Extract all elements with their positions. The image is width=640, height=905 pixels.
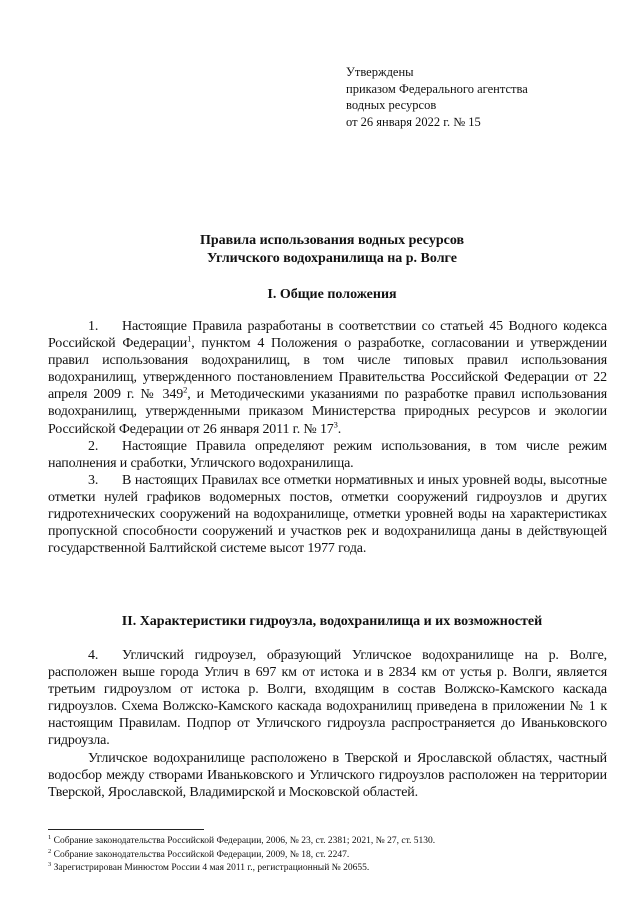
footnote bbox=[48, 862, 608, 876]
footnote-mark: 2 bbox=[48, 847, 52, 855]
paragraph: Угличское водохранилище расположено в Тверской и Ярославской областях, частный водосбор между створами Иваньковского и Угличского гидроузлов расположен на территории Тверской, Ярославской, Владимирской и Московской областей. bbox=[48, 750, 607, 800]
paragraph-text: В настоящих Правилах все отметки нормативных и иных уровней воды, высотные отметки нулей графиков водомерных постов, отметки сооружений гидроузлов и других гидротехнических сооружений на водохранилище, отметки уровней воды на характеристиках пропускной способности сооружений и участков рек и водохранилища даны в действующей государственной Балтийской системе высот 1977 года. bbox=[48, 472, 607, 557]
approval-line: Утверждены bbox=[346, 65, 414, 79]
paragraph-text: , пунктом 4 Положения о разработке, согласовании и утверждении правил использования водохранилищ, в том числе типовых правил использования водохранилищ, утвержденного постановлением Правительства Российской Федерации от 22 апреля 2009 г. № 349 bbox=[48, 336, 607, 403]
footnote-divider bbox=[48, 829, 204, 830]
section-heading: I. Общие положения bbox=[267, 287, 397, 302]
paragraph bbox=[48, 647, 607, 750]
section-body bbox=[48, 318, 607, 557]
footnote-ref: 1 bbox=[187, 333, 192, 344]
title-line: Угличского водохранилища на р. Волге bbox=[207, 251, 457, 266]
footnote-text: Зарегистрирован Минюстом России 4 мая 2011 г., регистрационный № 20655. bbox=[51, 863, 370, 873]
paragraph-number: 1. bbox=[88, 319, 99, 334]
approval-line: от 26 января 2022 г. № 15 bbox=[346, 114, 481, 129]
document-title bbox=[48, 232, 616, 268]
paragraph-text: Настоящие Правила разработаны в соответствии со статьей 45 Водного кодекса Российской Федерации bbox=[48, 319, 607, 352]
paragraph-number: 3. bbox=[88, 472, 99, 488]
footnote-ref: 2 bbox=[183, 384, 188, 395]
section-body bbox=[48, 647, 607, 801]
footnote-mark: 3 bbox=[48, 860, 52, 868]
paragraph-number: 2. bbox=[88, 438, 99, 454]
paragraph bbox=[48, 438, 607, 472]
footnote-text: Собрание законодательства Российской Федерации, 2009, № 18, ст. 2247. bbox=[51, 849, 350, 860]
paragraph-text: . bbox=[337, 421, 342, 437]
approval-stamp bbox=[346, 64, 528, 130]
paragraph-text: Настоящие Правила определяют режим использования, в том числе режим наполнения и сработки, Угличского водохранилища. bbox=[48, 438, 607, 471]
footnote bbox=[48, 849, 608, 863]
paragraph-text: , и Методическими указаниями по разработке правил использования водохранилищ, утвержденными приказом Министерства природных ресурсов и экологии Российской Федерации от 26 января 2011 г. № 17 bbox=[48, 387, 607, 437]
footnote bbox=[48, 835, 608, 849]
footnote-text: Собрание законодательства Российской Федерации, 2006, № 23, ст. 2381; 2021, № 27, ст. 5130. bbox=[51, 836, 436, 846]
footnotes bbox=[48, 835, 608, 876]
footnote-ref: 3 bbox=[333, 418, 338, 429]
approval-line: водных ресурсов bbox=[346, 98, 437, 112]
paragraph-number: 4. bbox=[88, 648, 99, 663]
paragraph bbox=[48, 318, 607, 438]
title-line: Правила использования водных ресурсов bbox=[199, 233, 465, 248]
paragraph bbox=[48, 472, 607, 557]
footnote-mark: 1 bbox=[48, 833, 52, 841]
paragraph-text: Угличский гидроузел, образующий Угличское водохранилище на р. Волге, расположен выше города Углич в 697 км от истока и в 2834 км от устья р. Волги, является третьим гидроузлом от истока р. Волги, входящим в состав Волжско-Камского каскада гидроузлов. Схема Волжско-Камского каскада водохранилищ приведена в приложении № 1 к настоящим Правилам. Подпор от Угличского гидроузла распространяется до Иваньковского гидроузла. bbox=[48, 648, 607, 749]
section-heading: II. Характеристики гидроузла, водохранилища и их возможностей bbox=[121, 614, 543, 629]
approval-line: приказом Федерального агентства bbox=[346, 81, 528, 96]
